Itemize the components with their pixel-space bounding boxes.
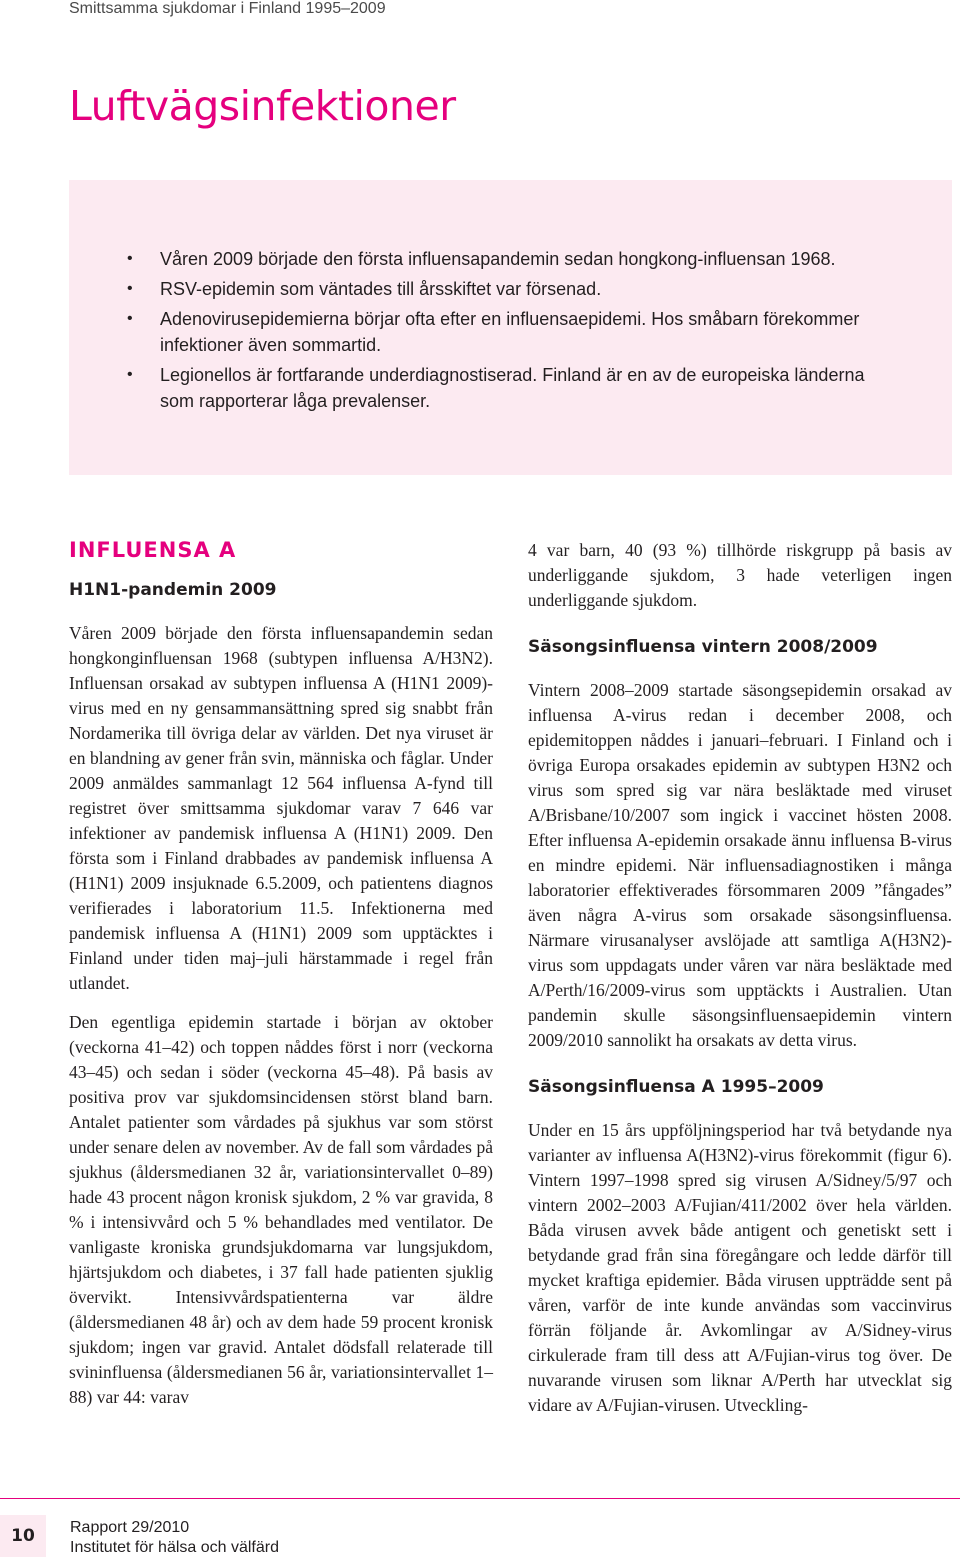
section-heading: INFLUENSA A <box>69 538 237 562</box>
bullet-icon: • <box>127 366 133 383</box>
body-paragraph: 4 var barn, 40 (93 %) tillhörde riskgrupp på basis av underliggande sjukdom, 3 hade veterligen ingen underliggande sjukdom. <box>528 540 952 610</box>
body-paragraph: Den egentliga epidemin startade i början av oktober (veckorna 41–42) och toppen nåddes först i norr (veckorna 43–45) och sedan i söder (veckorna 45–48). På basis av positiva prov var sjukdomsincidensen störst bland barn. Antalet patienter som vårdades på sjukhus var som störst under senare delen av november. Av de fall som vårdades på sjukhus (åldersmedianen 32 år, variationsintervallet 0–89) hade 43 procent någon kronisk sjukdom, 2 % var gravida, 8 % i intensivvård och 5 % behandlades med ventilator. De vanligaste kroniska grundsjukdomarna var lungsjukdom, hjärtsjukdom och diabetes, i 37 fall hade patienten sjuklig övervikt. Intensivvårdspatienterna var äldre (åldersmedianen 48 år) och av dem hade 59 procent kronisk sjukdom; ingen var gravid. Antalet dödsfall relaterade till svininfluensa (åldersmedianen 56 år, variationsintervallet 1–88) var 44: varav <box>69 1012 493 1407</box>
summary-item <box>123 362 903 414</box>
summary-item-text: Legionellos är fortfarande underdiagnostiserad. Finland är en av de europeiska länderna som rapporterar låga prevalenser. <box>160 365 865 411</box>
summary-item <box>123 306 903 358</box>
summary-item-text: Våren 2009 började den första influensapandemin sedan hongkong-influensan 1968. <box>160 249 836 269</box>
running-head: Smittsamma sjukdomar i Finland 1995–2009 <box>69 0 386 17</box>
footer-info <box>70 1518 279 1558</box>
bullet-icon: • <box>127 250 133 267</box>
left-column <box>69 538 493 1424</box>
summary-item-text: RSV-epidemin som väntades till årsskiftet var försenad. <box>160 279 602 299</box>
footer-divider <box>0 1498 960 1499</box>
summary-box <box>69 180 952 475</box>
page-number: 10 <box>0 1515 46 1557</box>
body-paragraph: Vintern 2008–2009 startade säsongsepidemin orsakad av influensa A-virus redan i december 2008, och epidemitoppen nåddes i januari–februari. I Finland och i övriga Europa orsakades epidemin av subtypen H3N2 och virus som spred sig var nära besläktade med viruset A/Brisbane/10/2007 som ingick i vaccinet hösten 2008. Efter influensa A-epidemin orsakade ännu influensa B-virus en mindre epidemi. När influensadiagnostiken i många laboratorier effektiverades försommaren 2009 ”fångades” även några A-virus som orsakade säsongsinfluensa. Närmare virusanalyser avslöjade att samtliga A(H3N2)-virus som uppdagats under våren var nära besläktade med A/Perth/16/2009-virus som upptäckts i Australien. Utan pandemin skulle säsongsinfluensaepidemin vintern 2009/2010 sannolikt ha orsakats av detta virus. <box>528 680 952 1050</box>
body-paragraph: Våren 2009 började den första influensapandemin sedan hongkonginfluensan 1968 (subtypen influensa A/H3N2). Influensan orsakad av subtypen influensa A (H1N1 2009)-virus med en ny gensammansättning spred sig snabbt från Nordamerika till övriga delar av världen. Det nya viruset är en blandning av gener från svin, människa och fåglar. Under 2009 anmäldes sammanlagt 12 564 influensa A-fynd till registret över smittsamma sjukdomar varav 7 646 var infektioner av pandemisk influensa A (H1N1) 2009. Den första som i Finland drabbades av pandemisk influensa A (H1N1) 2009 insjuknade 6.5.2009, och patientens diagnos verifierades i laboratorium 11.5. Infektionerna med pandemisk influensa A (H1N1) 2009 som upptäcktes i Finland under tiden maj–juli härstammade i regel från utlandet. <box>69 623 493 993</box>
summary-list <box>123 246 903 418</box>
institute-name: Institutet för hälsa och välfärd <box>70 1539 279 1556</box>
sub-heading: H1N1-pandemin 2009 <box>69 580 277 600</box>
body-paragraph: Under en 15 års uppföljningsperiod har två betydande nya varianter av influensa A(H3N2)-virus förekommit (figur 6). Vintern 1997–1998 spred sig virusen A/Sidney/5/97 och vintern 2002–2003 A/Fujian/411/2002 över hela världen. Båda virusen avvek både antigent och genetiskt sett i betydande grad från sina föregångare och ledde därför till mycket kraftiga epidemier. Båda virusen uppträdde sent på våren, varför de inte kunde användas som vaccinvirus förrän följande år. Avkomlingar av A/Sidney-virus cirkulerade fram till dess att A/Fujian-virus tog över. De nuvarande virusen som liknar A/Perth har utvecklat sig vidare av A/Fujian-virusen. Utveckling- <box>528 1120 952 1415</box>
sub-heading: Säsongsinfluensa vintern 2008/2009 <box>528 637 878 657</box>
summary-item <box>123 246 903 272</box>
right-column <box>528 538 952 1432</box>
summary-item-text: Adenovirusepidemierna börjar ofta efter en influensaepidemi. Hos småbarn förekommer infektioner även sommartid. <box>160 309 860 355</box>
bullet-icon: • <box>127 280 133 297</box>
chapter-title: Luftvägsinfektioner <box>69 82 456 130</box>
bullet-icon: • <box>127 310 133 327</box>
report-number: Rapport 29/2010 <box>70 1519 190 1536</box>
summary-item <box>123 276 903 302</box>
sub-heading: Säsongsinfluensa A 1995–2009 <box>528 1077 824 1097</box>
